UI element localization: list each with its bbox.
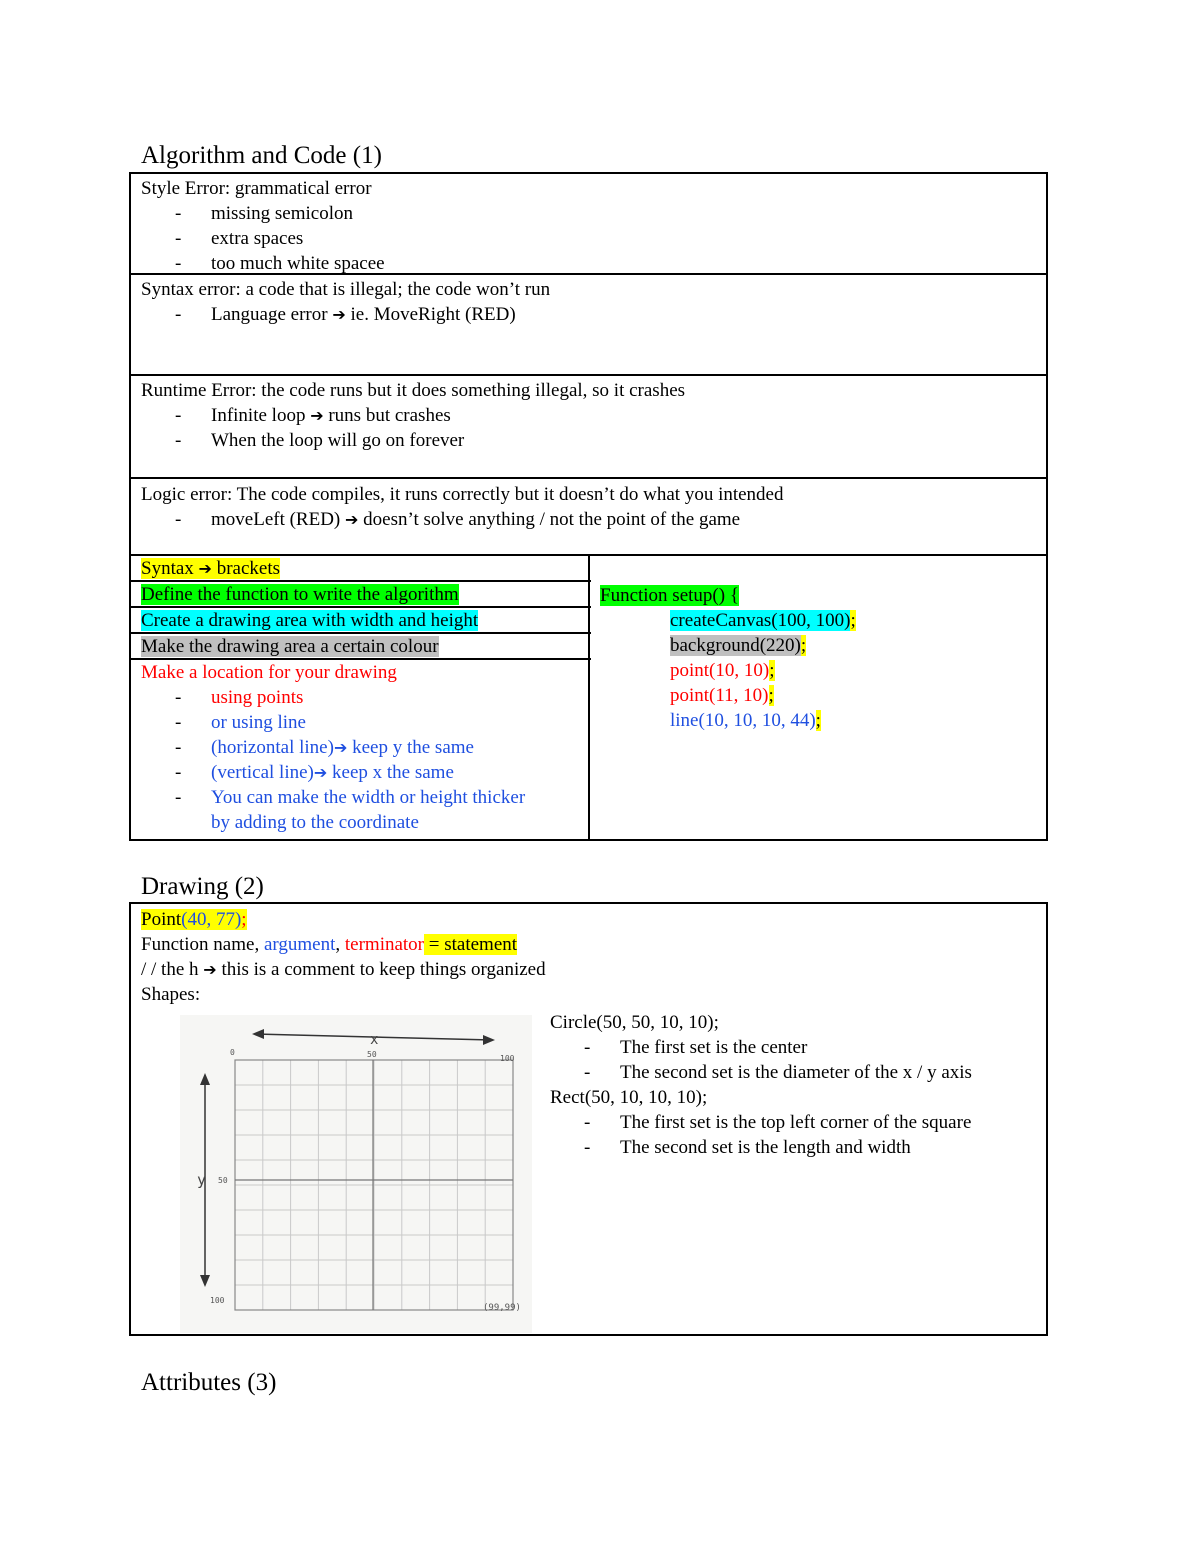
- grid-y-mid-label: 50: [218, 1176, 228, 1185]
- syntax-row: Syntax ➔ brackets: [131, 556, 591, 582]
- code-line-setup: Function setup() {: [600, 585, 739, 606]
- syntax-error-title: Syntax error: a code that is illegal; the code won’t run: [141, 279, 551, 300]
- drawing-text-cell: [131, 905, 1046, 1009]
- arrow-right-icon: ➔: [198, 559, 212, 578]
- arrow-right-icon: ➔: [332, 305, 346, 324]
- list-item: - Infinite loop ➔ runs but crashes: [175, 405, 451, 426]
- code-cell: [590, 581, 1046, 735]
- arrow-right-icon: ➔: [345, 510, 359, 529]
- list-item: - You can make the width or height thicker: [175, 787, 526, 808]
- location-row: Make a location for your drawing: [141, 662, 397, 683]
- code-line-point2: point(11, 10);: [670, 685, 774, 706]
- code-line-line: line(10, 10, 10, 44);: [670, 710, 821, 731]
- section-heading-algorithm: Algorithm and Code (1): [141, 142, 382, 169]
- arrow-right-icon: ➔: [310, 406, 324, 425]
- code-line-point1: point(10, 10);: [670, 660, 775, 681]
- grid-y-end-label: 100: [210, 1296, 225, 1305]
- list-item: - The second set is the length and width: [584, 1137, 911, 1158]
- style-error-cell: [131, 174, 1046, 278]
- style-error-title: Style Error: grammatical error: [141, 178, 372, 199]
- section-heading-drawing: Drawing (2): [141, 873, 264, 900]
- rect-example: Rect(50, 10, 10, 10);: [550, 1087, 708, 1108]
- list-item: - (vertical line)➔ keep x the same: [175, 762, 454, 783]
- define-row: Define the function to write the algorithm: [131, 582, 591, 608]
- list-item-continuation: by adding to the coordinate: [211, 812, 419, 833]
- grid-origin-label: 0: [230, 1048, 235, 1057]
- function-anatomy: Function name, argument, terminator = statement: [141, 934, 518, 955]
- steps-cell: [131, 555, 588, 837]
- list-item: - The first set is the top left corner of the square: [584, 1112, 972, 1133]
- list-item: - missing semicolon: [175, 203, 353, 224]
- comment-line: / / the h ➔ this is a comment to keep things organized: [141, 959, 546, 980]
- list-item: - (horizontal line)➔ keep y the same: [175, 737, 474, 758]
- list-item: - or using line: [175, 712, 306, 733]
- list-item: - moveLeft (RED) ➔ doesn’t solve anything / not the point of the game: [175, 509, 741, 530]
- list-item: - The first set is the center: [584, 1037, 808, 1058]
- grid-y-label: y: [197, 1171, 207, 1189]
- grid-x-end-label: 100: [500, 1054, 515, 1063]
- logic-error-title: Logic error: The code compiles, it runs correctly but it doesn’t do what you intended: [141, 484, 784, 505]
- list-item: - using points: [175, 687, 304, 708]
- syntax-error-cell: [131, 275, 1046, 329]
- list-item: - extra spaces: [175, 228, 304, 249]
- circle-example: Circle(50, 50, 10, 10);: [550, 1012, 719, 1033]
- coordinate-grid-image: [180, 1015, 532, 1333]
- point-example: Point(40, 77);: [141, 909, 247, 930]
- create-row: Create a drawing area with width and height: [131, 608, 591, 634]
- list-item: - The second set is the diameter of the x / y axis: [584, 1062, 972, 1083]
- list-item: - Language error ➔ ie. MoveRight (RED): [175, 304, 516, 325]
- arrow-right-icon: ➔: [203, 960, 217, 979]
- list-item: - too much white spacee: [175, 253, 385, 274]
- runtime-error-title: Runtime Error: the code runs but it does something illegal, so it crashes: [141, 380, 686, 401]
- shapes-label: Shapes:: [141, 984, 201, 1005]
- runtime-error-cell: [131, 376, 1046, 455]
- shapes-notes: [540, 1008, 1040, 1162]
- section-heading-attributes: Attributes (3): [141, 1369, 277, 1396]
- grid-x-label: x: [370, 1032, 379, 1048]
- coordinate-grid-svg: [180, 1015, 532, 1333]
- grid-x-mid-label: 50: [367, 1050, 377, 1059]
- colour-row: Make the drawing area a certain colour: [131, 634, 591, 660]
- list-item: - When the loop will go on forever: [175, 430, 465, 451]
- algorithm-table: [129, 172, 1048, 841]
- arrow-right-icon: ➔: [313, 763, 328, 782]
- code-line-create-canvas: createCanvas(100, 100);: [670, 610, 856, 631]
- divider: [131, 477, 1046, 479]
- logic-error-cell: [131, 480, 1046, 534]
- arrow-right-icon: ➔: [333, 738, 348, 757]
- grid-corner-label: (99,99): [483, 1303, 521, 1313]
- code-line-background: background(220);: [670, 635, 807, 656]
